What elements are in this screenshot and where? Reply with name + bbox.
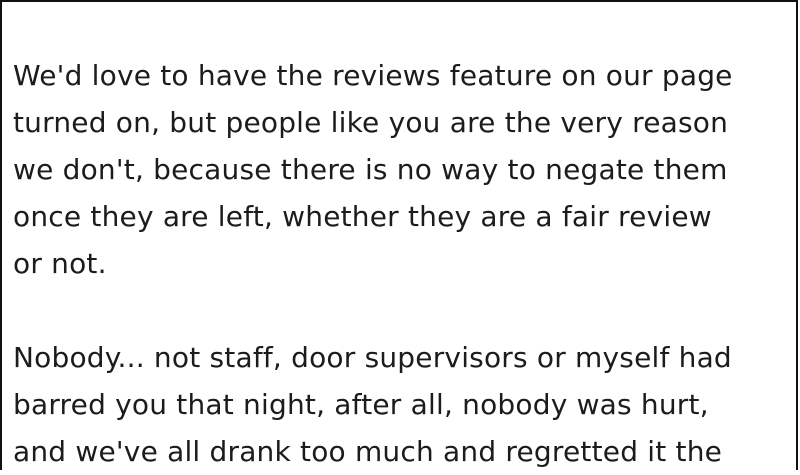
text-line: We'd love to have the reviews feature on our page xyxy=(13,59,733,92)
paragraph-1 xyxy=(13,52,799,287)
text-line: once they are left, whether they are a fair review xyxy=(13,200,712,233)
text-line: and we've all drank too much and regretted it the xyxy=(13,435,723,468)
text-line: barred you that night, after all, nobody was hurt, xyxy=(13,388,709,421)
text-line: or not. xyxy=(13,247,107,280)
paragraph-2 xyxy=(13,334,799,475)
text-line: turned on, but people like you are the very reason xyxy=(13,106,729,139)
message-body xyxy=(13,52,799,475)
text-line: Nobody... not staff, door supervisors or myself had xyxy=(13,341,732,374)
text-line: we don't, because there is no way to negate them xyxy=(13,153,728,186)
